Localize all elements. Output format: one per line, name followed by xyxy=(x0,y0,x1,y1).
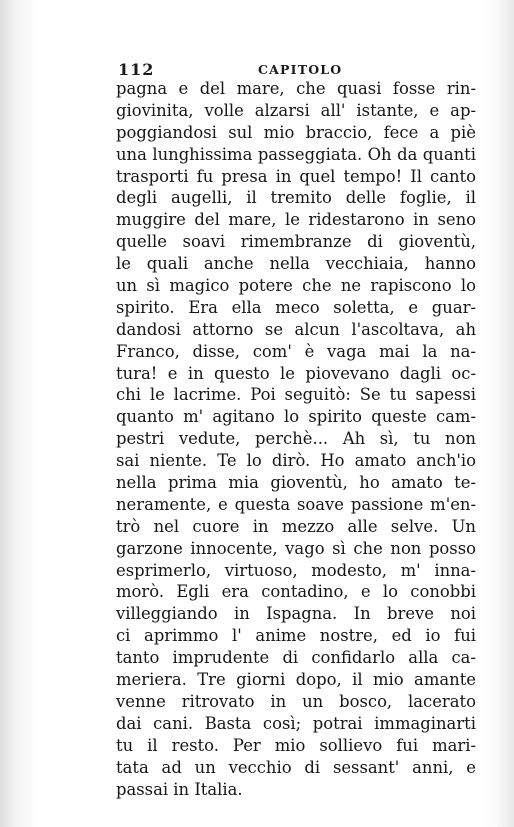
text-line: trò nel cuore in mezzo alle selve. Un xyxy=(116,516,476,536)
text-line: esprimerlo, virtuoso, modesto, m' inna- xyxy=(116,560,476,580)
page-header xyxy=(118,58,458,80)
text-line: dai cani. Basta così; potrai immaginarti xyxy=(116,713,476,733)
text-line: le quali anche nella vecchiaia, hanno xyxy=(116,254,476,274)
text-line: trasporti fu presa in quel tempo! Il canto xyxy=(116,166,476,186)
text-line: tu il resto. Per mio sollievo fui mari- xyxy=(116,735,476,755)
text-line: degli augelli, il tremito delle foglie, il xyxy=(116,188,476,208)
text-line: pestri vedute, perchè... Ah sì, tu non xyxy=(116,429,476,449)
text-line: nella prima mia gioventù, ho amato te- xyxy=(116,473,476,493)
text-line: tata ad un vecchio di sessant' anni, e xyxy=(116,757,476,777)
page-number: 112 xyxy=(118,60,155,79)
text-line: dandosi attorno se alcun l'ascoltava, ah xyxy=(116,319,476,339)
text-line: una lunghissima passeggiata. Oh da quanti xyxy=(116,144,476,164)
text-line: meriera. Tre giorni dopo, il mio amante xyxy=(116,670,476,690)
text-line: quanto m' agitano lo spirito queste cam- xyxy=(116,407,476,427)
text-line: un sì magico potere che ne rapiscono lo xyxy=(116,276,476,296)
text-line: Franco, disse, com' è vaga mai la na- xyxy=(116,341,476,361)
text-line: ci aprimmo l' anime nostre, ed io fui xyxy=(116,626,476,646)
text-line: tura! e in questo le piovevano dagli oc- xyxy=(116,363,476,383)
text-line: tanto imprudente di confidarlo alla ca- xyxy=(116,648,476,668)
text-line: muggire del mare, le ridestarono in seno xyxy=(116,210,476,230)
text-line: sai niente. Te lo dirò. Ho amato anch'io xyxy=(116,451,476,471)
text-line: pagna e del mare, che quasi fosse rin- xyxy=(116,79,476,98)
text-line: chi le lacrime. Poi seguitò: Se tu sapessi xyxy=(116,385,476,405)
text-line: quelle soavi rimembranze di gioventù, xyxy=(116,232,476,252)
body-text xyxy=(116,78,476,800)
text-line: spirito. Era ella meco soletta, e guar- xyxy=(116,297,476,317)
page-edge-shadow xyxy=(494,0,514,827)
text-line: morò. Egli era contadino, e lo conobbi xyxy=(116,582,476,602)
text-line: villeggiando in Ispagna. In breve noi xyxy=(116,604,476,624)
running-head: CAPITOLO xyxy=(258,62,343,77)
text-line: venne ritrovato in un bosco, lacerato xyxy=(116,691,476,711)
text-line: poggiandosi sul mio braccio, fece a piè xyxy=(116,122,476,142)
text-line: neramente, e questa soave passione m'en- xyxy=(116,494,476,514)
binding-shadow xyxy=(0,0,36,827)
text-line: passai in Italia. xyxy=(116,779,243,799)
text-line: garzone innocente, vago sì che non posso xyxy=(116,538,476,558)
text-line: giovinita, volle alzarsi all' istante, e ap- xyxy=(116,100,476,120)
